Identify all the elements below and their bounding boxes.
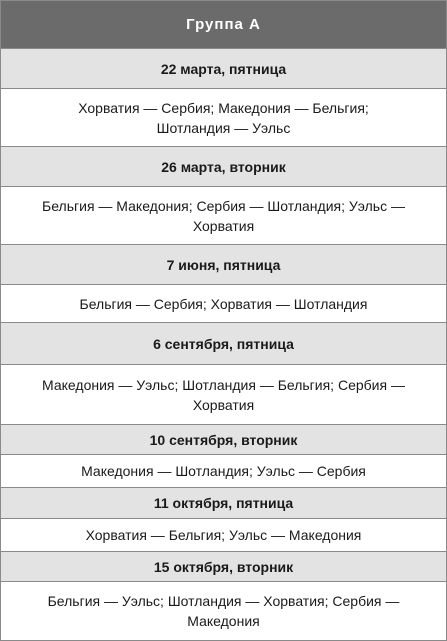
group-title: Группа А (1, 1, 446, 48)
round-date: 6 сентября, пятница (1, 322, 446, 364)
round-matches: Бельгия — Македония; Сербия — Шотландия; Уэльс — Хорватия (1, 186, 446, 244)
round-date: 7 июня, пятница (1, 244, 446, 284)
round-date: 11 октября, пятница (1, 487, 446, 518)
round-date: 22 марта, пятница (1, 48, 446, 88)
round-matches: Македония — Шотландия; Уэльс — Сербия (1, 454, 446, 487)
round-date: 26 марта, вторник (1, 146, 446, 186)
round-matches: Бельгия — Уэльс; Шотландия — Хорватия; Сербия — Македония (1, 581, 446, 640)
round-matches: Бельгия — Сербия; Хорватия — Шотландия (1, 284, 446, 322)
round-matches: Хорватия — Бельгия; Уэльс — Македония (1, 518, 446, 551)
round-matches: Македония — Уэльс; Шотландия — Бельгия; Сербия — Хорватия (1, 364, 446, 424)
round-matches: Хорватия — Сербия; Македония — Бельгия; Шотландия — Уэльс (1, 88, 446, 146)
round-date: 10 сентября, вторник (1, 424, 446, 454)
round-date: 15 октября, вторник (1, 551, 446, 581)
